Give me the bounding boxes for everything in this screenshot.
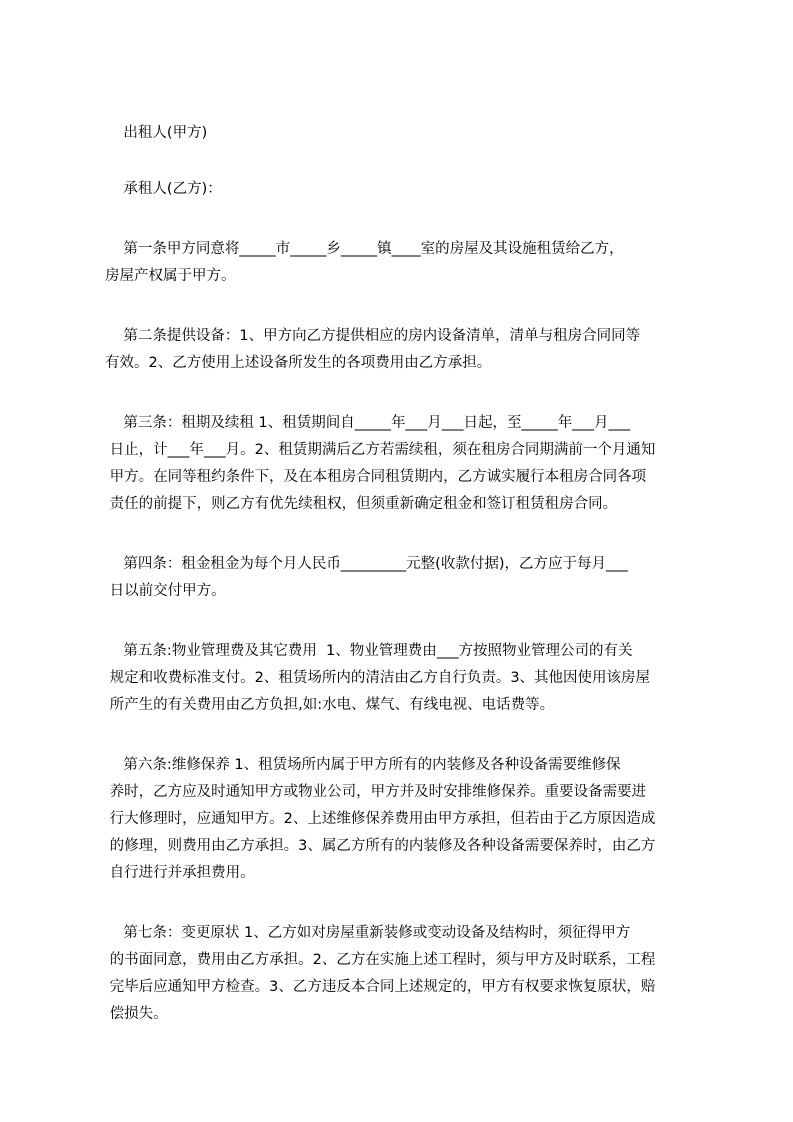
paragraph-line: 房屋产权属于甲方。 xyxy=(105,268,236,284)
article-6-paragraph xyxy=(105,752,699,887)
contract-body xyxy=(105,120,699,1028)
paragraph-line: 甲方。在同等租约条件下，及在本租房合同租赁期内，乙方诚实履行本租房合同各项 xyxy=(105,469,647,485)
article-4-paragraph xyxy=(105,551,699,605)
article-7-paragraph xyxy=(105,920,699,1028)
paragraph-line: 第一条甲方同意将_____市_____乡_____镇____室的房屋及其设施租赁给乙方， xyxy=(105,241,624,257)
article-5-paragraph xyxy=(105,638,699,719)
paragraph-line: 日以前交付甲方。 xyxy=(105,583,226,599)
lessee-paragraph xyxy=(105,176,699,203)
article-3-paragraph xyxy=(105,410,699,518)
paragraph-line: 第六条:维修保养 1、租赁场所内属于甲方所有的内装修及各种设备需要维修保 xyxy=(105,757,621,773)
paragraph-line: 出租人(甲方) xyxy=(105,125,208,141)
paragraph-line: 第三条：租期及续租 1、租赁期间自_____年___月___日起，至_____年___月___ xyxy=(105,415,631,431)
paragraph-line: 偿损失。 xyxy=(105,1006,168,1022)
paragraph-line: 的书面同意，费用由乙方承担。2、乙方在实施上述工程时，须与甲方及时联系，工程 xyxy=(105,952,656,968)
paragraph-line: 所产生的有关费用由乙方负担,如:水电、煤气、有线电视、电话费等。 xyxy=(105,697,555,713)
paragraph-line: 有效。2、乙方使用上述设备所发生的各项费用由乙方承担。 xyxy=(105,355,492,371)
paragraph-line: 日止，计___年___月。2、租赁期满后乙方若需续租，须在租房合同期满前一个月通知 xyxy=(105,442,656,458)
paragraph-line: 的修理，则费用由乙方承担。3、属乙方所有的内装修及各种设备需要保养时，由乙方 xyxy=(105,838,656,854)
paragraph-line: 自行进行并承担费用。 xyxy=(105,865,255,881)
paragraph-line: 第四条：租金租金为每个月人民币_________元整(收款付据)，乙方应于每月___ xyxy=(105,556,628,572)
paragraph-line: 责任的前提下，则乙方有优先续租权，但须重新确定租金和签订租赁租房合同。 xyxy=(105,496,618,512)
paragraph-line: 第二条提供设备：1、甲方向乙方提供相应的房内设备清单，清单与租房合同同等 xyxy=(105,328,641,344)
article-2-paragraph xyxy=(105,323,699,377)
paragraph-line: 规定和收费标准支付。2、租赁场所内的清洁由乙方自行负责。3、其他因使用该房屋 xyxy=(105,670,651,686)
paragraph-line: 行大修理时，应通知甲方。2、上述维修保养费用由甲方承担，但若由于乙方原因造成 xyxy=(105,811,656,827)
paragraph-line: 第五条:物业管理费及其它费用 1、物业管理费由___方按照物业管理公司的有关 xyxy=(105,643,633,659)
paragraph-line: 第七条：变更原状 1、乙方如对房屋重新装修或变动设备及结构时，须征得甲方 xyxy=(105,925,631,941)
paragraph-line: 承租人(乙方)： xyxy=(105,181,222,197)
lessor-paragraph xyxy=(105,120,699,147)
paragraph-line: 完毕后应通知甲方检查。3、乙方违反本合同上述规定的，甲方有权要求恢复原状，赔 xyxy=(105,979,656,995)
paragraph-line: 养时，乙方应及时通知甲方或物业公司，甲方并及时安排维修保养。重要设备需要进 xyxy=(105,784,647,800)
article-1-paragraph xyxy=(105,236,699,290)
